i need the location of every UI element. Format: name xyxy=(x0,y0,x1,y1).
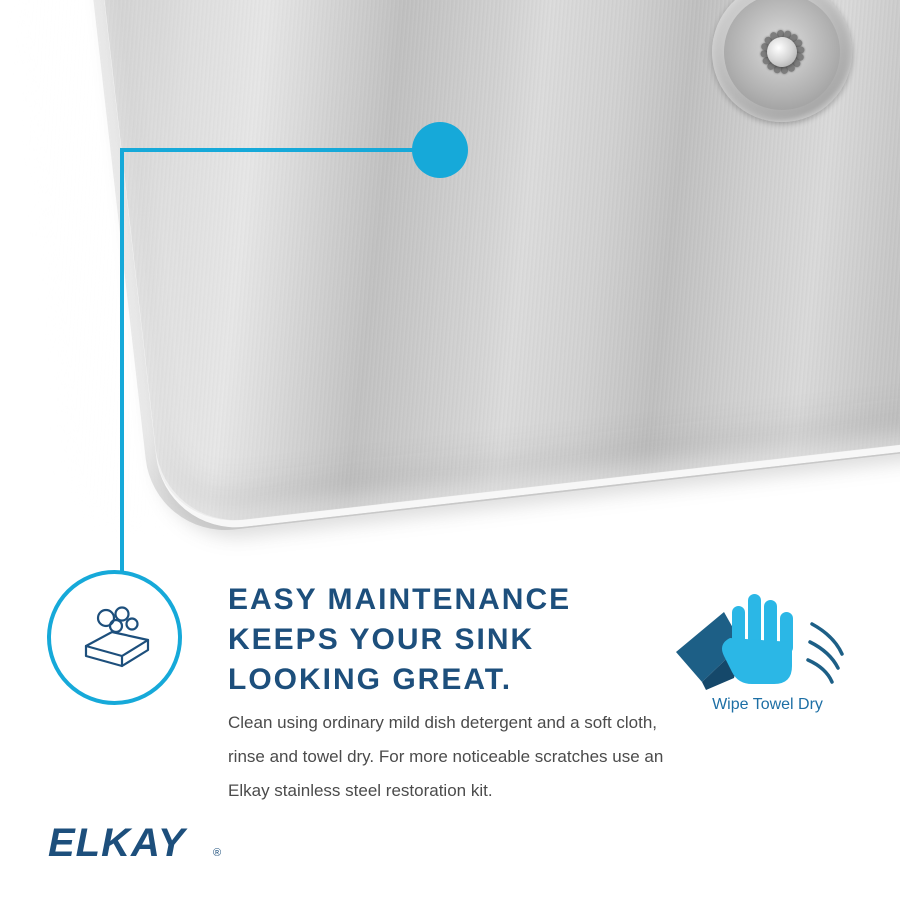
headline-line-1: EASY MAINTENANCE xyxy=(228,583,572,616)
headline-line-3: LOOKING GREAT. xyxy=(228,662,513,696)
headline-line-2: KEEPS YOUR SINK xyxy=(228,622,535,656)
sponge-icon xyxy=(72,602,158,674)
headline xyxy=(228,580,648,700)
body-text: Clean using ordinary mild dish detergent and a soft cloth, rinse and towel dry. For more noticeable scratches use an Elkay stainless steel restoration kit. xyxy=(228,713,664,800)
wipe-towel-dry-caption: Wipe Towel Dry xyxy=(712,696,823,713)
elkay-logo-text: ELKAY xyxy=(48,822,186,865)
sink-highlight xyxy=(0,0,701,539)
elkay-logo xyxy=(48,822,238,866)
registered-mark: ® xyxy=(213,847,222,859)
sponge-badge xyxy=(47,570,182,705)
